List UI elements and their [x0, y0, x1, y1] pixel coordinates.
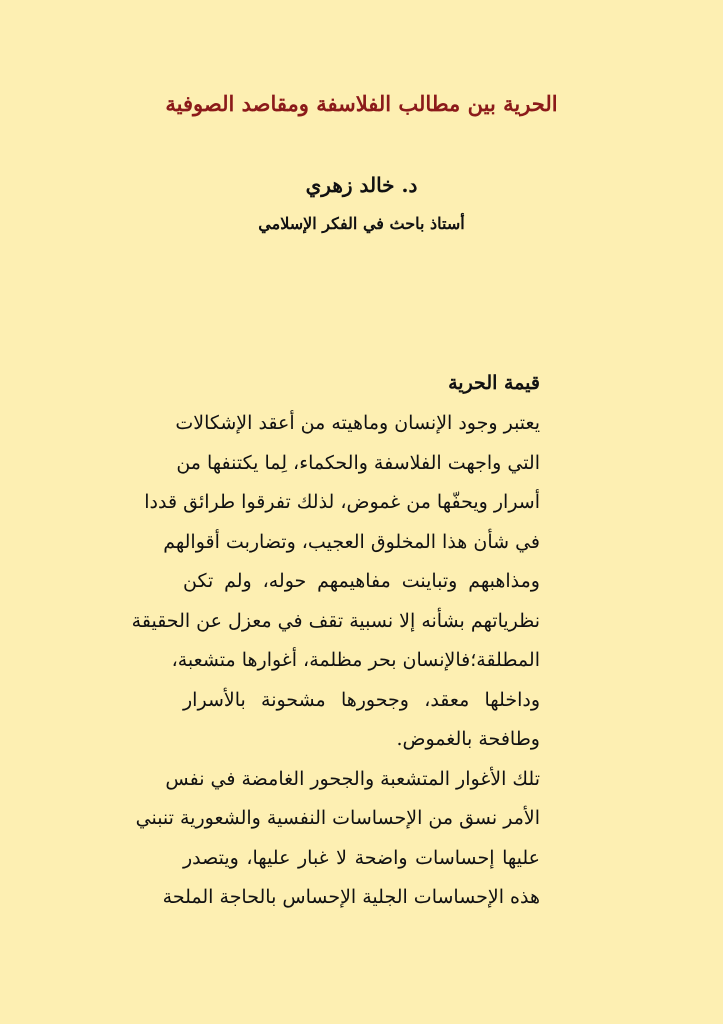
- text-line: في شأن هذا المخلوق العجيب، وتضاربت أقوالهم: [163, 530, 540, 553]
- text-line: أسرار ويحفّها من غموض، لذلك تفرقوا طرائق قددا: [144, 491, 540, 513]
- text-line: الأمر نسق من الإحساسات النفسية والشعورية تنبني: [135, 807, 540, 829]
- text-line: يعتبر وجود الإنسان وماهيته من أعقد الإشكالات: [175, 412, 540, 434]
- paragraph-2: [135, 760, 540, 918]
- text-line: وداخلها معقد، وجحورها مشحونة بالأسرار: [183, 688, 540, 711]
- article-title: الحرية بين مطالب الفلاسفة ومقاصد الصوفية: [165, 91, 558, 116]
- text-line: هذه الإحساسات الجلية الإحساس بالحاجة الملحة: [162, 886, 540, 908]
- author-name: د. خالد زهري: [305, 173, 418, 197]
- section-heading: قيمة الحرية: [448, 372, 540, 394]
- article-body: [131, 366, 540, 918]
- text-line: تلك الأغوار المتشعبة والجحور الغامضة في نفس: [165, 767, 540, 790]
- text-line: التي واجهت الفلاسفة والحكماء، لِما يكتنفها من: [176, 451, 540, 474]
- author-affiliation: أستاذ باحث في الفكر الإسلامي: [258, 214, 465, 233]
- text-line: ومذاهبهم وتباينت مفاهيمهم حوله، ولم تكن: [183, 570, 540, 592]
- paragraph-1: [131, 404, 540, 760]
- text-line: عليها إحساسات واضحة لا غبار عليها، ويتصدر: [183, 846, 540, 869]
- text-line: نظرياتهم بشأنه إلا نسبية تقف في معزل عن الحقيقة: [131, 609, 540, 632]
- text-line: المطلقة؛فالإنسان بحر مظلمة، أغوارها متشعبة،: [171, 649, 540, 671]
- text-line: وطافحة بالغموض.: [396, 728, 540, 750]
